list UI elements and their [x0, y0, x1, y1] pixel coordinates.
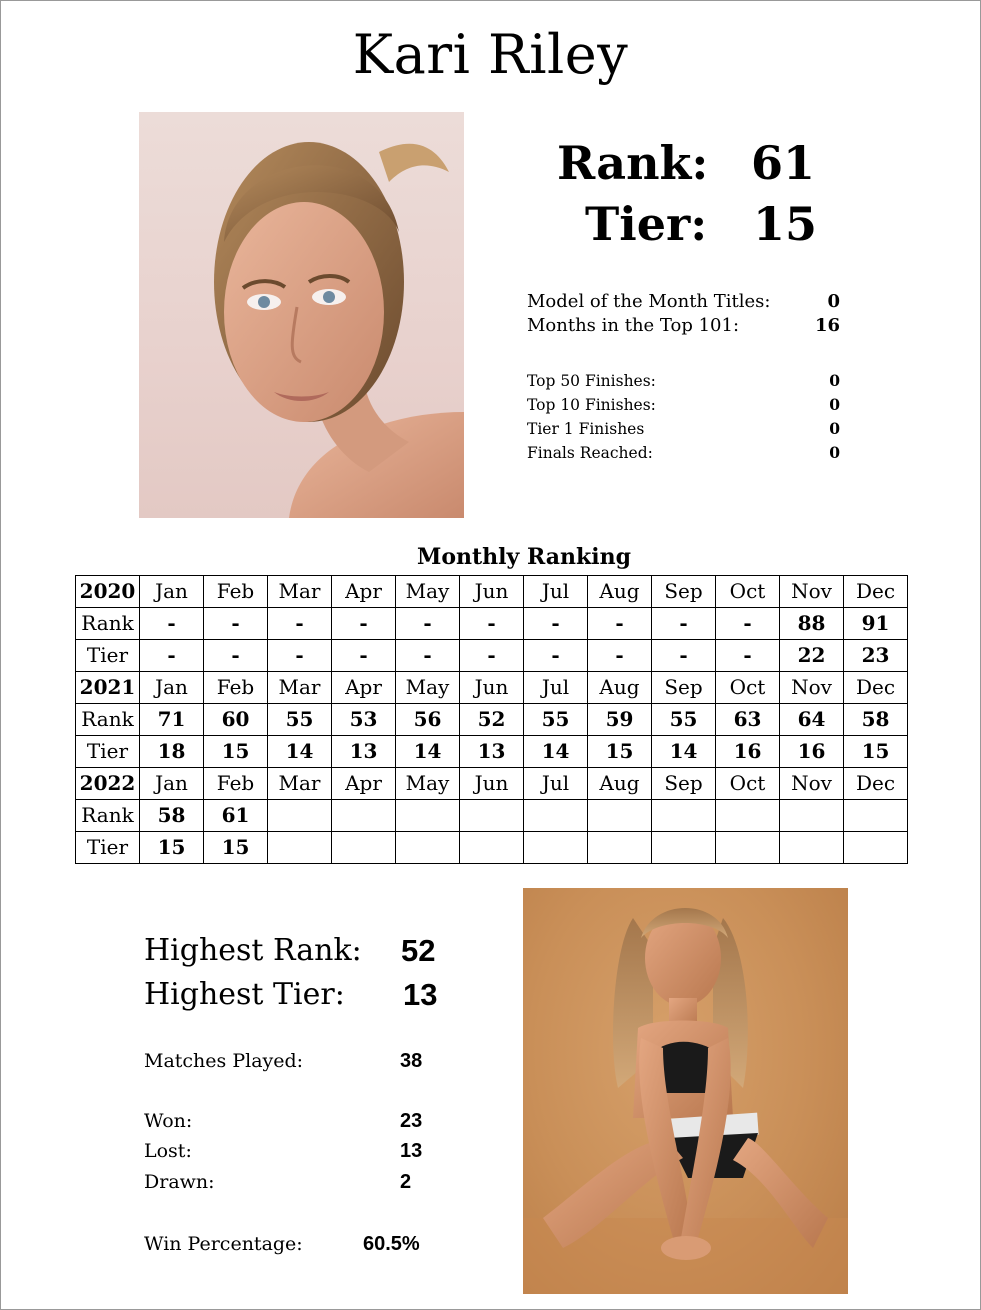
- table-tier-cell: 15: [588, 736, 652, 768]
- table-rank-cell: [588, 800, 652, 832]
- table-tier-cell: -: [140, 640, 204, 672]
- table-month-cell: Jul: [524, 768, 588, 800]
- table-rank-cell: 64: [780, 704, 844, 736]
- table-tier-cell: 13: [332, 736, 396, 768]
- table-tier-cell: [396, 832, 460, 864]
- rank-value: 61: [751, 136, 816, 190]
- table-tier-cell: 15: [140, 832, 204, 864]
- tier1-finishes-label: Tier 1 Finishes: [527, 420, 645, 438]
- table-row-tier: [76, 832, 908, 864]
- drawn-label: Drawn:: [144, 1171, 215, 1193]
- table-row-rank: [76, 800, 908, 832]
- table-tier-cell: -: [588, 640, 652, 672]
- table-month-cell: Aug: [588, 768, 652, 800]
- table-rank-cell: -: [332, 608, 396, 640]
- table-tier-cell: -: [460, 640, 524, 672]
- tier-label: Tier:: [585, 197, 708, 251]
- table-tier-cell: [844, 832, 908, 864]
- table-month-cell: Feb: [204, 768, 268, 800]
- top10-finishes-value: 0: [829, 395, 840, 414]
- finals-reached-label: Finals Reached:: [527, 444, 653, 462]
- table-row-rank: [76, 704, 908, 736]
- matches-played-label: Matches Played:: [144, 1050, 304, 1072]
- monthly-ranking-title: Monthly Ranking: [417, 544, 631, 570]
- table-rank-cell: 59: [588, 704, 652, 736]
- drawn-value: 2: [400, 1171, 412, 1193]
- table-month-cell: Jan: [140, 672, 204, 704]
- table-rank-cell: [716, 800, 780, 832]
- table-month-cell: Jun: [460, 768, 524, 800]
- table-rank-cell: 58: [844, 704, 908, 736]
- table-tier-cell: -: [204, 640, 268, 672]
- finals-reached-value: 0: [829, 443, 840, 462]
- table-month-cell: Nov: [780, 576, 844, 608]
- lost-value: 13: [400, 1140, 423, 1162]
- table-rank-cell: 91: [844, 608, 908, 640]
- won-value: 23: [400, 1110, 423, 1132]
- table-tier-cell: [524, 832, 588, 864]
- months-top101-value: 16: [814, 315, 840, 336]
- monthly-ranking-table: [75, 575, 908, 864]
- table-year-cell: 2020: [76, 576, 140, 608]
- table-rank-cell: -: [396, 608, 460, 640]
- table-month-cell: Apr: [332, 672, 396, 704]
- table-month-cell: Jul: [524, 672, 588, 704]
- top50-finishes-value: 0: [829, 371, 840, 390]
- table-rank-cell: 71: [140, 704, 204, 736]
- table-tier-cell: [780, 832, 844, 864]
- table-rank-cell: -: [140, 608, 204, 640]
- table-month-cell: Oct: [716, 576, 780, 608]
- table-rank-cell: -: [716, 608, 780, 640]
- table-month-cell: Jan: [140, 576, 204, 608]
- table-month-cell: Feb: [204, 576, 268, 608]
- table-rank-cell: 55: [652, 704, 716, 736]
- table-month-cell: Jun: [460, 576, 524, 608]
- months-top101-label: Months in the Top 101:: [527, 315, 740, 336]
- table-month-cell: Oct: [716, 672, 780, 704]
- table-rank-cell: [652, 800, 716, 832]
- table-rank-cell: 61: [204, 800, 268, 832]
- table-rank-cell: [396, 800, 460, 832]
- table-month-cell: Sep: [652, 768, 716, 800]
- table-tier-cell: 15: [204, 736, 268, 768]
- table-tier-cell: -: [716, 640, 780, 672]
- table-rank-cell: [780, 800, 844, 832]
- table-month-cell: Aug: [588, 576, 652, 608]
- table-month-cell: Apr: [332, 576, 396, 608]
- table-rank-cell: 52: [460, 704, 524, 736]
- table-year-cell: 2021: [76, 672, 140, 704]
- table-tier-cell: 23: [844, 640, 908, 672]
- table-rank-cell: -: [524, 608, 588, 640]
- page-title: Kari Riley: [352, 23, 629, 86]
- table-month-cell: Jun: [460, 672, 524, 704]
- table-row-tier: [76, 640, 908, 672]
- table-rank-cell: [524, 800, 588, 832]
- table-month-cell: Mar: [268, 576, 332, 608]
- table-month-cell: Feb: [204, 672, 268, 704]
- table-month-cell: Oct: [716, 768, 780, 800]
- top50-finishes-label: Top 50 Finishes:: [527, 372, 656, 390]
- table-tier-cell: [652, 832, 716, 864]
- table-tier-cell: 14: [396, 736, 460, 768]
- table-tier-cell: -: [524, 640, 588, 672]
- highest-tier-value: 13: [403, 977, 438, 1012]
- table-tier-cell: 22: [780, 640, 844, 672]
- table-rank-cell: -: [588, 608, 652, 640]
- table-year-header-row: [76, 576, 908, 608]
- table-rank-cell: 55: [524, 704, 588, 736]
- table-tier-cell: 14: [268, 736, 332, 768]
- tier-value: 15: [753, 197, 818, 251]
- top10-finishes-label: Top 10 Finishes:: [527, 396, 656, 414]
- table-rank-cell: 53: [332, 704, 396, 736]
- table-tier-cell: 15: [844, 736, 908, 768]
- table-month-cell: Nov: [780, 672, 844, 704]
- table-rank-cell: 58: [140, 800, 204, 832]
- table-rank-cell: 60: [204, 704, 268, 736]
- motm-titles-value: 0: [827, 291, 840, 312]
- table-tier-cell: 14: [652, 736, 716, 768]
- table-rank-cell: 56: [396, 704, 460, 736]
- table-row-rank: [76, 608, 908, 640]
- table-month-cell: Dec: [844, 672, 908, 704]
- table-rank-cell: -: [460, 608, 524, 640]
- won-label: Won:: [144, 1110, 193, 1132]
- table-row-label: Tier: [76, 832, 140, 864]
- table-tier-cell: 14: [524, 736, 588, 768]
- full-body-photo: [523, 888, 848, 1294]
- table-month-cell: Aug: [588, 672, 652, 704]
- table-rank-cell: [844, 800, 908, 832]
- table-tier-cell: [588, 832, 652, 864]
- rank-label: Rank:: [557, 136, 709, 190]
- motm-titles-label: Model of the Month Titles:: [527, 291, 771, 312]
- table-row-label: Rank: [76, 800, 140, 832]
- win-percentage-value: 60.5%: [363, 1233, 420, 1255]
- table-rank-cell: 88: [780, 608, 844, 640]
- matches-played-value: 38: [400, 1050, 423, 1072]
- table-rank-cell: 55: [268, 704, 332, 736]
- table-row-label: Rank: [76, 608, 140, 640]
- table-tier-cell: -: [268, 640, 332, 672]
- table-rank-cell: [460, 800, 524, 832]
- table-month-cell: Nov: [780, 768, 844, 800]
- table-rank-cell: [332, 800, 396, 832]
- lost-label: Lost:: [144, 1140, 192, 1162]
- table-tier-cell: [268, 832, 332, 864]
- table-year-header-row: [76, 768, 908, 800]
- table-month-cell: Sep: [652, 672, 716, 704]
- table-month-cell: Dec: [844, 576, 908, 608]
- highest-tier-label: Highest Tier:: [144, 977, 345, 1012]
- tier1-finishes-value: 0: [829, 419, 840, 438]
- table-month-cell: Mar: [268, 672, 332, 704]
- highest-rank-value: 52: [401, 933, 436, 968]
- table-rank-cell: -: [652, 608, 716, 640]
- table-tier-cell: -: [332, 640, 396, 672]
- highest-rank-label: Highest Rank:: [144, 933, 362, 968]
- table-month-cell: May: [396, 672, 460, 704]
- table-row-label: Tier: [76, 640, 140, 672]
- table-month-cell: Apr: [332, 768, 396, 800]
- table-month-cell: May: [396, 576, 460, 608]
- table-row-label: Rank: [76, 704, 140, 736]
- table-tier-cell: 16: [780, 736, 844, 768]
- table-tier-cell: [460, 832, 524, 864]
- table-tier-cell: 18: [140, 736, 204, 768]
- table-month-cell: Jan: [140, 768, 204, 800]
- table-tier-cell: -: [396, 640, 460, 672]
- table-year-cell: 2022: [76, 768, 140, 800]
- table-rank-cell: [268, 800, 332, 832]
- table-month-cell: Dec: [844, 768, 908, 800]
- win-percentage-label: Win Percentage:: [144, 1233, 303, 1255]
- table-tier-cell: -: [652, 640, 716, 672]
- table-tier-cell: 16: [716, 736, 780, 768]
- table-row-tier: [76, 736, 908, 768]
- table-tier-cell: 13: [460, 736, 524, 768]
- table-month-cell: Sep: [652, 576, 716, 608]
- table-year-header-row: [76, 672, 908, 704]
- table-month-cell: Jul: [524, 576, 588, 608]
- table-rank-cell: -: [204, 608, 268, 640]
- table-tier-cell: [716, 832, 780, 864]
- table-tier-cell: [332, 832, 396, 864]
- table-month-cell: Mar: [268, 768, 332, 800]
- table-month-cell: May: [396, 768, 460, 800]
- table-rank-cell: 63: [716, 704, 780, 736]
- table-row-label: Tier: [76, 736, 140, 768]
- table-tier-cell: 15: [204, 832, 268, 864]
- portrait-photo: [139, 112, 464, 518]
- table-rank-cell: -: [268, 608, 332, 640]
